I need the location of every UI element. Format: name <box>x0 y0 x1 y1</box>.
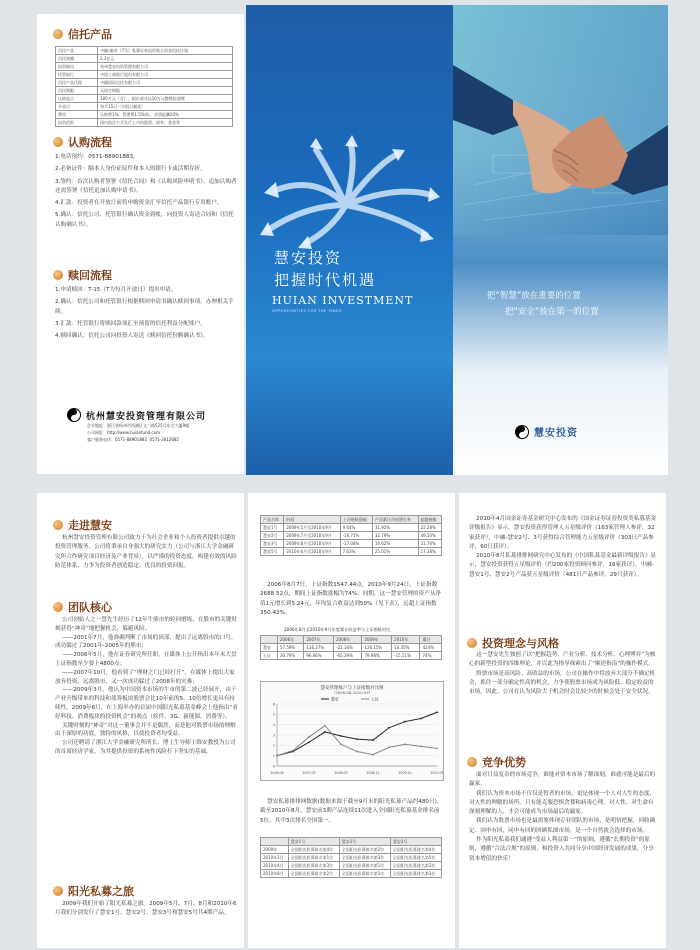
team-text: 公司创始人之一慧先生经历了12年牛熊市的轮回磨练，在股市的关键时刻获得“神奇”地把握机会，躲避风险。 ——2001年7月，他准确判断了市场的顶部，提出了远离股市的口号，成功躲过了2001年-2005年的熊市； ——2006年5月，他在证券研究所任职，在媒体上公开指出本年末大盘上证指数至少要上4800点； ——2007年10月，他看到了“理财之门已经打开”，在媒体上提出大家放弃投资，远离股市，又一次成功躲过了2008年的灾难； ——2009年3月，他认为中国资本市场的牛市的第二波已经展开，由于产业升级带来的科技和蓝筹板块股票会比10年前的5、10倍增长更具有持续性。2009年6月，在上海举办的首届中国阳光私募基金峰会上他指出“看好科技、消费板块的投资机会”的观点（软件、3G、新能源、消费等）。 关键时刻的“神奇”对这一董事会并不是偶然，而是他对股票市场的理解由于深厚的功底，独特的风格，以使投资者均受益。 公司还聘请了浙江大学金融研究所所长、博士生导师王维安教授为公司的首席经济学家，为其提供投资的系统性风险打下坚实的基础。 <box>55 617 238 755</box>
taiji-icon <box>515 425 529 439</box>
bullet-icon <box>467 757 477 767</box>
yearly-table-title: 2006年8月至2010年9月年度累计收益率与上证指数对比 <box>284 627 391 632</box>
table-cell: 31.70% <box>418 540 441 548</box>
data-point <box>324 725 326 727</box>
data-point <box>372 739 374 741</box>
table-cell <box>261 636 278 644</box>
table-cell: 2010年 <box>392 636 420 644</box>
company-phone: 客户服务电话：0571-88901883 0571-3012682 <box>87 437 179 442</box>
table-cell: 全国阳光私募排名第4位 <box>288 846 339 854</box>
taiji-icon <box>67 408 81 422</box>
table-row <box>261 516 442 524</box>
list-item: 1.申请赎回：T-15（T为每月开放日）提出申请。 <box>55 287 177 293</box>
brand-name: 慧安投资 <box>534 428 578 439</box>
data-point <box>436 711 438 713</box>
team-heading: 团队核心 <box>53 599 112 615</box>
performance-text: 2006年8月7日，上证指数1547.44点，2010年9月24日，上证指数2688.52点，期间上证指数涨幅为74%。同期，这一慧安管理的资产从净值1元增长到5.24元，年均复合收益达到50%（见下表），远超上证指数350.43%。 <box>260 582 442 616</box>
table-cell: 认购起点 <box>56 95 98 103</box>
table-cell: -17.08% <box>340 540 372 548</box>
company-logo <box>67 408 206 422</box>
table-row <box>56 119 233 127</box>
data-point <box>388 727 390 729</box>
data-point <box>420 718 422 720</box>
table-row <box>56 55 233 63</box>
table-cell: 7.63% <box>340 548 372 556</box>
table-cell: 79.98% <box>362 652 392 660</box>
table-row <box>261 838 442 846</box>
table-cell: 22.28% <box>418 524 441 532</box>
table-row <box>56 111 233 119</box>
table-cell: 开放日 <box>56 103 98 111</box>
y-tick-label: 2 <box>272 743 275 748</box>
data-point <box>388 747 390 749</box>
table-cell: 全国阳光私募排名第2位 <box>288 870 339 878</box>
table-cell: 投资范围 <box>56 119 98 127</box>
table-row <box>261 540 442 548</box>
line-chart <box>260 681 444 781</box>
table-cell: 费用 <box>56 111 98 119</box>
table-cell: 14.62% <box>372 540 418 548</box>
table-cell: 全国阳光私募排名第1位 <box>288 854 339 862</box>
bullet-icon <box>53 137 63 147</box>
table-cell: 信托规模 <box>56 55 98 63</box>
table-cell: 全国阳光私募排名第2位 <box>339 846 390 854</box>
x-tick-label: 2008.12 <box>366 771 380 775</box>
table-row <box>56 63 233 71</box>
table-cell <box>261 838 289 846</box>
data-point <box>372 754 374 756</box>
y-tick-label: 6 <box>272 702 275 707</box>
data-point <box>420 745 422 747</box>
table-row <box>261 854 442 862</box>
table-cell: 慧安2号 <box>339 838 390 846</box>
table-cell: 2009年 <box>261 846 289 854</box>
line-chart-svg <box>261 682 443 780</box>
data-point <box>404 743 406 745</box>
table-cell: 产品名称 <box>261 516 284 524</box>
table-cell: 慧安3号 <box>390 838 441 846</box>
advantage-heading: 竞争优势 <box>467 754 526 770</box>
cover-panel <box>246 5 453 475</box>
table-cell: 116.27% <box>304 644 334 652</box>
table-cell: 上证指数涨幅 <box>340 516 372 524</box>
slogan-line-2: 把“安全”放在第一的位置 <box>505 307 599 317</box>
table-row <box>261 652 442 660</box>
sunshine-heading: 阳光私募之旅 <box>53 883 134 899</box>
chart-title: 慧安管理账户与上证指数对比图 <box>320 686 384 691</box>
bullet-icon <box>53 602 63 612</box>
x-tick-label: 2008.03 <box>334 771 348 775</box>
table-cell: 信托产品 <box>56 47 98 55</box>
x-tick-label: 2006.08 <box>270 771 284 775</box>
list-item: 3.签约：首次认购者签署《信托合同》和《认购风险申明书》。追加认购者还需签署《信托追加认购申请书》。 <box>55 178 237 194</box>
table-cell: 2010年6月至2010年9月 <box>284 548 340 556</box>
handshake-panel <box>453 5 668 475</box>
table-cell: 国内依法公开发行上市的股票、债券、基金等 <box>98 119 233 127</box>
about-heading: 走进慧安 <box>53 517 112 533</box>
table-cell: 74% <box>420 652 442 660</box>
data-point <box>324 731 326 733</box>
table-row <box>56 47 233 55</box>
list-item: 5.确认：信托公司、托管银行确认资金到帐，向投资人寄送合同和《信托认购确认书》。 <box>55 212 234 228</box>
data-point <box>340 743 342 745</box>
cover-title-2: 把握时代机遇 <box>274 271 377 289</box>
cover-en-subtitle: OPPORTUNITIES FOR THE TIMES <box>272 309 342 313</box>
x-tick-label: 2010.09 <box>430 771 443 775</box>
table-cell: 信托期限 <box>56 87 98 95</box>
table-cell: 2010年1月 <box>261 854 289 862</box>
redeem-steps <box>55 286 237 344</box>
table-cell: 慧安1号 <box>288 838 339 846</box>
table-row <box>56 95 233 103</box>
table-cell: 中融国际信托有限公司 <box>98 79 233 87</box>
table-cell: 上证 <box>261 652 278 660</box>
table-cell: 30.79% <box>277 652 303 660</box>
table-cell: 96.66% <box>304 652 334 660</box>
data-point <box>276 755 278 757</box>
data-point <box>404 721 406 723</box>
table-cell: -22.16% <box>334 644 362 652</box>
table-cell: 57.59% <box>277 644 303 652</box>
redeem-heading: 赎回流程 <box>53 267 112 283</box>
table-cell: 2006年 <box>277 636 303 644</box>
table-cell: 全国阳光私募排名第5位 <box>390 854 441 862</box>
table-cell: 2008年 <box>334 636 362 644</box>
table-cell: 无固定期限 <box>98 87 233 95</box>
table-row <box>56 103 233 111</box>
series-line <box>277 712 437 755</box>
table-cell: 累计 <box>420 636 442 644</box>
y-tick-label: 5 <box>272 712 275 717</box>
table-row <box>261 548 442 556</box>
table-cell: 全国阳光私募排名第2位 <box>390 862 441 870</box>
table-row <box>261 644 442 652</box>
handshake-graphic <box>453 5 668 235</box>
table-cell: -16.71% <box>340 532 372 540</box>
subscribe-heading: 认购流程 <box>53 134 112 150</box>
trust-products-heading: 信托产品 <box>53 26 112 42</box>
bullet-icon <box>53 520 63 530</box>
legend-label: 慧安 <box>331 696 339 702</box>
chart-subtitle: （2006.08–2010.09） <box>331 690 373 695</box>
table-cell: 慧安2号 <box>261 532 284 540</box>
table-cell: 全国阳光私募排名第4位 <box>390 846 441 854</box>
table-row <box>56 87 233 95</box>
y-tick-label: 0 <box>272 764 275 769</box>
advantage-text: 面对日益复杂的市场竞争，谁能对资本市场了解深刻，谁就可能是最后的赢家。 我们认为资本市场不仅仅是智者的市场，更是体现一个人对人生的态度、对人性的理解的场所。只有能克服恐惧贪婪和病毒心理，对人性、对生命有深刻理解的人，才会可能成为市场最后的赢家。 我们认为股票市场也是最需要体现专业团队的市场，是明悟把握，回收确定、回申有回，同申有回的回顾私图市场，是一个自然就会选择的市场。 作为阳光私募我们通遵“受益人利益第一”的原则，遵循“长期投资”的原则，遵循“合法合规”的原则，和投资人共同分享中国经济发展的成果，分享资本增值的快乐！ <box>469 772 656 862</box>
company-website: 公司网址：http://www.huianfund.com <box>87 430 160 435</box>
subscribe-steps <box>55 153 237 233</box>
sunshine-text: 2009年我们开始了阳光私募之旅。2009年5月、7月、8月和2010年6月我们分别发行了慧安1号、慧安2号、慧安3号和慧安5号共4期产品。 <box>55 901 237 917</box>
table-cell: 2009年8月至2010年9月 <box>284 540 340 548</box>
table-cell: 全国阳光私募排名第1位 <box>339 870 390 878</box>
performance-table <box>260 515 442 556</box>
table-cell: 2007年 <box>304 636 334 644</box>
data-point <box>308 736 310 738</box>
y-tick-label: 1 <box>272 753 275 758</box>
cover-en-title: HUIAN INVESTMENT <box>272 294 414 307</box>
brand-logo <box>515 424 578 439</box>
y-tick-label: 4 <box>272 722 275 727</box>
table-cell: 投资顾问 <box>56 63 98 71</box>
table-cell: 2010年4月 <box>261 862 289 870</box>
table-cell: 14.35% <box>392 644 420 652</box>
list-item: 4.赎回确认：信托公司向投资人寄送《赎回信托份额确认书》。 <box>55 333 209 340</box>
yearly-table <box>260 635 442 660</box>
arrows-burst-graphic <box>246 135 453 255</box>
data-point <box>356 751 358 753</box>
table-cell: 每月15日（节假日顺延） <box>98 103 233 111</box>
table-cell: 全国阳光私募排名第3位 <box>390 870 441 878</box>
table-cell: -65.39% <box>334 652 362 660</box>
table-cell: 49.50% <box>418 532 441 540</box>
table-row <box>261 636 442 644</box>
trust-info-panel <box>37 14 244 474</box>
list-item: 2.确认：信托公司和托管银行根据赎回申请书确认赎回事项，办理相关手续。 <box>55 299 234 315</box>
x-tick-label: 2007.05 <box>302 771 316 775</box>
philosophy-panel <box>459 493 666 948</box>
bullet-icon <box>53 886 63 896</box>
table-cell: 2.3亿元 <box>98 55 233 63</box>
table-row <box>261 862 442 870</box>
list-item: 3.汇款：托管银行将赎回款项汇至预留的信托利益分配账户。 <box>55 320 206 327</box>
table-cell: 认购费1%，管理费1.5%/年，业绩报酬20% <box>98 111 233 119</box>
performance-panel <box>248 493 455 948</box>
table-cell: 2010年8月 <box>261 870 289 878</box>
list-item: 2.必备证件：隔本人身份证原件和本人的银行卡或活期存折。 <box>55 166 206 173</box>
table-cell: 超越指数 <box>418 516 441 524</box>
table-cell: 慧安1号 <box>261 524 284 532</box>
fund-text: 慧安私募排排网数据(数据来源于截至9月末的阳光私募产品约480只)。截至2010年8月，慧安前3期产品连续11次进入全国阳光私募基金排名前5位，其中3次排名全国第一。 <box>260 799 443 824</box>
table-cell: 中国工商银行股份有限公司 <box>98 71 233 79</box>
table-cell: 慧安5号 <box>261 548 284 556</box>
about-panel <box>37 493 244 948</box>
data-point <box>340 735 342 737</box>
table-cell: 126.15% <box>362 644 392 652</box>
legend-label: 上证 <box>371 696 379 702</box>
x-tick-label: 2009.10 <box>398 771 412 775</box>
table-row <box>56 79 233 87</box>
table-cell: 杭州慧安投资管理有限公司 <box>98 63 233 71</box>
table-row <box>261 524 442 532</box>
company-name: 杭州慧安投资管理有限公司 <box>86 411 207 422</box>
table-cell: 时间 <box>284 516 340 524</box>
data-point <box>356 738 358 740</box>
table-cell: 慧安 <box>261 644 278 652</box>
bullet-icon <box>467 638 477 648</box>
list-item: 1.电话预约：0571-88901883。 <box>55 154 139 160</box>
table-cell: 25.01% <box>372 548 418 556</box>
philosophy-heading: 投资理念与风格 <box>467 635 559 651</box>
table-cell: 全国阳光私募排名第1位 <box>339 862 390 870</box>
table-cell: 全国阳光私募排名第3位 <box>339 854 390 862</box>
table-cell: 2009年7月至2010年9月 <box>284 532 340 540</box>
table-row <box>56 71 233 79</box>
table-cell: 17.38% <box>418 548 441 556</box>
table-cell: 全国阳光私募排名第3位 <box>288 862 339 870</box>
y-tick-label: 3 <box>272 733 275 738</box>
table-cell: -15.51% <box>392 652 420 660</box>
cover-title-1: 慧安投资 <box>274 249 343 267</box>
table-cell: 2009年5月至2010年9月 <box>284 524 340 532</box>
table-row <box>261 870 442 878</box>
table-cell: 31.92% <box>372 524 418 532</box>
data-point <box>308 741 310 743</box>
data-point <box>292 750 294 752</box>
table-cell: 32.79% <box>372 532 418 540</box>
table-cell: 100万元（含），超出部分以10万元整数倍递增 <box>98 95 233 103</box>
table-cell: 信托产品代理 <box>56 79 98 87</box>
table-cell: 2009年 <box>362 636 392 644</box>
awards-text: 2010年4月国金证券基金研究中心发布的《国金证券证券投资类私募基金评级报告》显示，慧安投资获得管理人五星级评价（163家管理人参评，32家获评），中融-慧安2号、3号获得综合管理能力五星级评价（303只产品参评，60只获评）。 2010年8月私募排排网研究中心发布的《中国私募基金最新评级报告》显示，慧安投资获得五星级评价（约200家投资顾问参评，19家获评），中融-慧安1号、慧安2号产品获五星级评价（481只产品参评，29只获评）。 <box>469 516 657 578</box>
table-cell: 产品累计净值增长率 <box>372 516 418 524</box>
slogan-line-1: 把“智慧”放在重要的位置 <box>487 291 581 301</box>
list-item: 4.汇款：投资者在开放日前将申购资金汇至信托产品银行专用账户。 <box>55 200 223 207</box>
bullet-icon <box>53 29 63 39</box>
table-row <box>261 846 442 854</box>
trust-products-table <box>55 46 233 127</box>
philosophy-text: 这一慧安先生独创了以“把握趋势、产业分析、技术分析、心理博弈”为核心的新型投资的四维理论，并以此为指导探索出了“顺逆指南”的操作模式。 股票市场是高风险、高收益的市场，公司在操作中将放弃大部分不确定机会，抓住一部分确定性高的机会，力争使股票市场成为风险低、稳定收益的市场，因此，公司在认为风险大于机会时会比较少的时候会处于安全状况。 <box>469 652 656 696</box>
table-cell: 慧安3号 <box>261 540 284 548</box>
bullet-icon <box>53 270 63 280</box>
about-text: 杭州慧安投资管理有限公司致力于为社会企业和个人投资者提供卓越的投资管理服务。公司将秉承自身强大的研究实力（公司与浙江大学金融研究所合作研究项目经济及产业背景），以严谨的投资态度，构建有效的风险防范体系，力争为投资者创造稳定、优良的投资回报。 <box>55 535 237 569</box>
table-cell: 9.64% <box>340 524 372 532</box>
table-row <box>261 532 442 540</box>
ranking-table <box>260 837 442 878</box>
data-point <box>436 748 438 750</box>
table-cell: 中融-融享（7号）私募证券投资集合资金信托计划 <box>98 47 233 55</box>
table-cell: 托管银行 <box>56 71 98 79</box>
company-address: 企业地址：浙江省杭州市西湖区文三路525号东方大厦9楼 <box>87 423 190 428</box>
table-cell: 424% <box>420 644 442 652</box>
